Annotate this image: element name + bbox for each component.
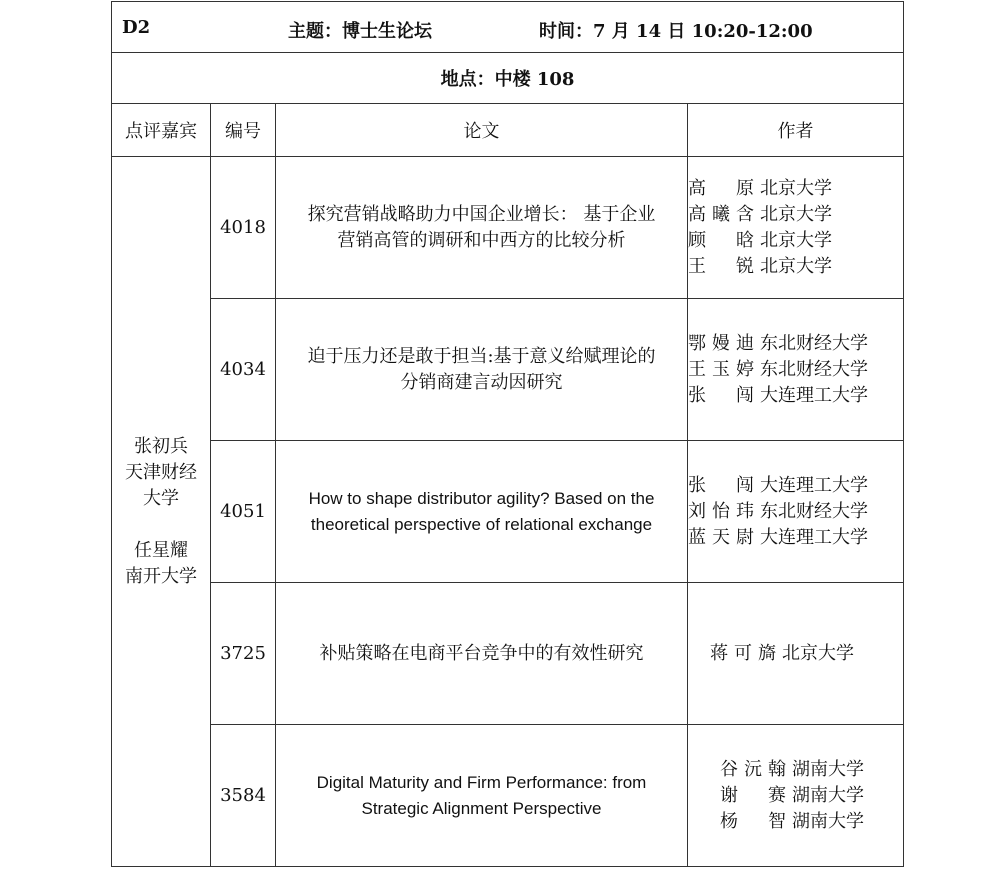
col-header-authors: 作者: [688, 104, 904, 157]
reviewer-affiliation: 大学: [143, 487, 179, 509]
author-affiliation: 北京大学: [760, 255, 832, 277]
session-location: 地点：中楼 108: [112, 53, 904, 104]
author-entry: [688, 357, 903, 383]
schedule-table: [111, 1, 904, 867]
author-entry: [688, 228, 903, 254]
reviewer-name: 任星耀: [134, 539, 188, 561]
author-affiliation: 东北财经大学: [760, 500, 868, 522]
author-affiliation: 大连理工大学: [760, 526, 868, 548]
author-affiliation: 北京大学: [760, 177, 832, 199]
authors-cell: [688, 583, 904, 725]
author-entry: [688, 383, 903, 409]
author-name: 王 锐: [688, 255, 754, 277]
paper-code: 3584: [211, 725, 276, 867]
column-header-row: [112, 104, 904, 157]
table-row: [112, 725, 904, 867]
paper-title-line: 补贴策略在电商平台竞争中的有效性研究: [319, 642, 644, 664]
author-affiliation: 湖南大学: [792, 810, 864, 832]
author-entry: [688, 202, 903, 228]
author-name: 刘怡玮: [688, 500, 754, 522]
author-name: 鄂嫚迪: [688, 332, 754, 354]
paper-title: [276, 441, 688, 583]
location-row: [112, 53, 904, 104]
author-name: 高 原: [688, 177, 754, 199]
authors-cell: [688, 157, 904, 299]
table-row: [112, 299, 904, 441]
author-affiliation: 北京大学: [760, 229, 832, 251]
paper-title-line: How to shape distributor agility? Based on the: [308, 488, 655, 508]
paper-title: [276, 157, 688, 299]
author-name: 顾 晗: [688, 229, 754, 251]
author-entry: [720, 783, 903, 809]
author-name: 杨 智: [720, 810, 786, 832]
paper-title-line: 迫于压力还是敢于担当:基于意义给赋理论的: [307, 345, 656, 367]
author-affiliation: 东北财经大学: [760, 332, 868, 354]
paper-title: [276, 725, 688, 867]
paper-title-line: 探究营销战略助力中国企业增长： 基于企业: [307, 203, 656, 225]
reviewer-name: 张初兵: [134, 435, 188, 457]
paper-title-line: Strategic Alignment Perspective: [361, 798, 602, 818]
paper-code: 4018: [211, 157, 276, 299]
paper-code: 4051: [211, 441, 276, 583]
author-name: 高曦含: [688, 203, 754, 225]
author-entry: [688, 176, 903, 202]
paper-title-line: 分销商建言动因研究: [400, 371, 563, 393]
reviewer-affiliation: 南开大学: [125, 565, 197, 587]
author-entry: [688, 254, 903, 280]
paper-code: 4034: [211, 299, 276, 441]
authors-cell: [688, 299, 904, 441]
paper-title: [276, 299, 688, 441]
author-entry: [720, 809, 903, 835]
authors-cell: [688, 725, 904, 867]
author-name: 张 闯: [688, 384, 754, 406]
session-theme: 主题：博士生论坛: [288, 21, 432, 42]
author-affiliation: 大连理工大学: [760, 384, 868, 406]
col-header-paper: 论文: [276, 104, 688, 157]
paper-title-line: theoretical perspective of relational exchange: [310, 514, 653, 534]
author-name: 蒋可旖: [710, 642, 776, 664]
author-name: 张 闯: [688, 474, 754, 496]
author-entry: [688, 473, 903, 499]
session-id: D2: [122, 17, 151, 38]
author-entry: [720, 757, 903, 783]
author-affiliation: 东北财经大学: [760, 358, 868, 380]
author-affiliation: 湖南大学: [792, 758, 864, 780]
author-name: 王玉婷: [688, 358, 754, 380]
author-entry: [688, 331, 903, 357]
author-name: 谷沅翰: [720, 758, 786, 780]
authors-cell: [688, 441, 904, 583]
session-header: [112, 2, 904, 53]
paper-title: [276, 583, 688, 725]
author-affiliation: 北京大学: [782, 642, 854, 664]
table-row: [112, 583, 904, 725]
author-affiliation: 大连理工大学: [760, 474, 868, 496]
col-header-code: 编号: [211, 104, 276, 157]
author-entry: [688, 641, 903, 667]
table-row: [112, 157, 904, 299]
reviewers-cell: [112, 157, 211, 867]
session-header-row: [112, 2, 904, 53]
paper-title-line: Digital Maturity and Firm Performance: from: [316, 772, 647, 792]
author-affiliation: 北京大学: [760, 203, 832, 225]
session-time: 时间：7 月 14 日 10:20-12:00: [539, 21, 813, 42]
col-header-reviewers: 点评嘉宾: [112, 104, 211, 157]
author-name: 蓝天尉: [688, 526, 754, 548]
paper-title-line: 营销高管的调研和中西方的比较分析: [337, 229, 626, 251]
author-affiliation: 湖南大学: [792, 784, 864, 806]
table-row: [112, 441, 904, 583]
author-name: 谢 赛: [720, 784, 786, 806]
author-entry: [688, 525, 903, 551]
paper-code: 3725: [211, 583, 276, 725]
author-entry: [688, 499, 903, 525]
reviewer-affiliation: 天津财经: [125, 461, 197, 483]
